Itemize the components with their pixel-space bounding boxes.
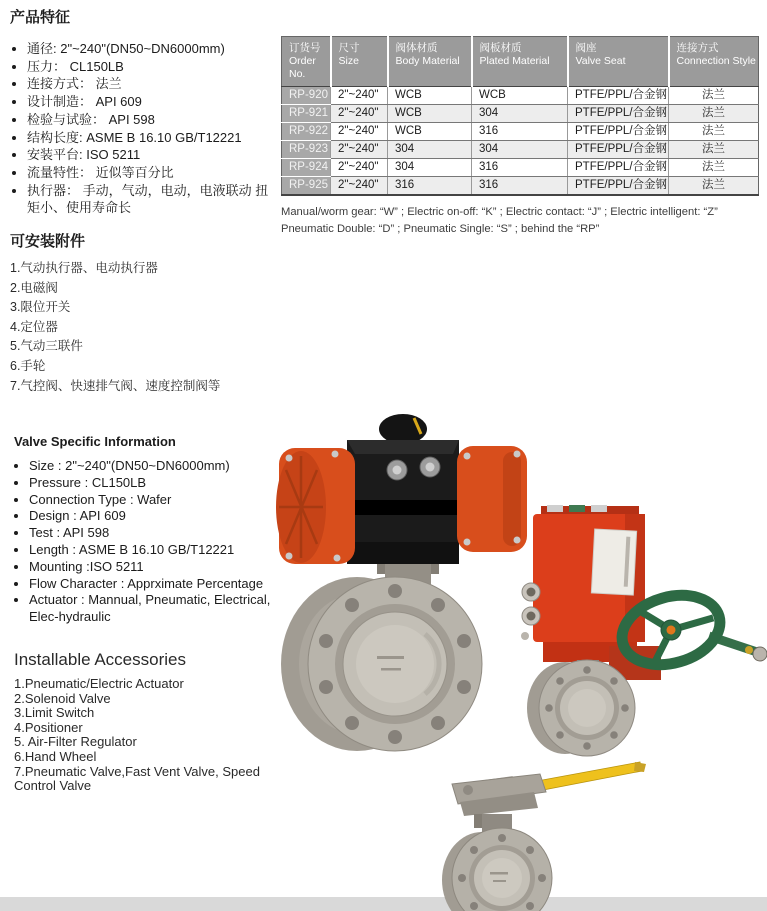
- cell-body-material: WCB: [388, 87, 472, 105]
- actuator-code-notes: [281, 205, 761, 237]
- product-features-section: [10, 6, 278, 217]
- accessory-item: 1.Pneumatic/Electric Actuator: [14, 676, 184, 691]
- feature-item: • 检验与试验： API 598: [27, 111, 278, 129]
- accessory-item: 4.Positioner: [14, 719, 83, 735]
- cell-valve-seat: PTFE/PPL/合金钢: [568, 177, 669, 196]
- valve-info-item: • Design : API 609: [29, 508, 282, 525]
- feature-item: • 连接方式： 法兰: [27, 75, 278, 93]
- valve-info-item: • Pressure : CL150LB: [29, 475, 282, 492]
- cell-size: 2"~240": [331, 159, 388, 177]
- cell-connection: 法兰: [669, 177, 759, 196]
- cell-connection: 法兰: [669, 141, 759, 159]
- col-header-connection-style: 连接方式 Connection Style: [669, 37, 759, 87]
- accessory-item: 7.Pneumatic Valve,Fast Vent Valve, Speed Control Valve: [14, 763, 260, 794]
- accessory-item: 5. Air-Filter Regulator: [14, 734, 137, 750]
- cell-order-no: RP-923: [282, 141, 331, 159]
- table-row: [282, 141, 759, 159]
- accessory-item: 3.限位开关: [10, 300, 71, 315]
- electric-valve-illustration: [513, 496, 767, 768]
- feature-item: • 设计制造： API 609: [27, 93, 278, 111]
- note-line: Pneumatic Double: “D” ; Pneumatic Single: “S” ; behind the “RP”: [281, 223, 600, 235]
- valve-info-item: • Length : ASME B 16.10 GB/T12221: [29, 542, 282, 559]
- accessory-item: 2.电磁阀: [10, 280, 58, 295]
- col-header-valve-seat: 阀座 Valve Seat: [568, 37, 669, 87]
- valve-info-item: • Connection Type : Wafer: [29, 492, 282, 509]
- order-table-section: [281, 36, 761, 239]
- cell-plated-material: 316: [472, 123, 568, 141]
- accessories-en-section: [14, 650, 284, 794]
- valve-info-item: • Actuator : Mannual, Pneumatic, Electrical, Elec-hydraulic: [29, 592, 282, 626]
- cell-body-material: 304: [388, 159, 472, 177]
- feature-item: • 流量特性： 近似等百分比: [27, 164, 278, 182]
- col-header-plated-material: 阀板材质 Plated Material: [472, 37, 568, 87]
- order-table: [281, 36, 759, 196]
- col-header-size: 尺寸 Size: [331, 37, 388, 87]
- cell-size: 2"~240": [331, 141, 388, 159]
- pneumatic-valve-illustration: [265, 412, 537, 752]
- cell-size: 2"~240": [331, 87, 388, 105]
- table-row: [282, 177, 759, 196]
- cell-valve-seat: PTFE/PPL/合金钢: [568, 105, 669, 123]
- cell-order-no: RP-920: [282, 87, 331, 105]
- feature-item: • 执行器： 手动，气动，电动，电液联动 扭矩小、使用寿命长: [27, 182, 278, 217]
- accessory-item: 1.气动执行器、电动执行器: [10, 261, 158, 275]
- product-features-title: 产品特征: [10, 9, 71, 26]
- table-row: [282, 87, 759, 105]
- accessory-item: 6.手轮: [10, 358, 46, 373]
- cell-body-material: WCB: [388, 105, 472, 123]
- accessory-item: 6.Hand Wheel: [14, 748, 97, 764]
- cell-valve-seat: PTFE/PPL/合金钢: [568, 87, 669, 105]
- table-header-row: [282, 37, 759, 87]
- cell-order-no: RP-921: [282, 105, 331, 123]
- valve-info-list: [14, 458, 282, 626]
- cell-plated-material: 304: [472, 141, 568, 159]
- electric-actuator: [521, 505, 661, 680]
- electric-butterfly-valve-photo: [513, 496, 767, 773]
- lever-butterfly-valve-photo: [430, 752, 670, 911]
- cell-order-no: RP-924: [282, 159, 331, 177]
- cell-connection: 法兰: [669, 87, 759, 105]
- valve-info-section: [14, 434, 282, 626]
- cell-body-material: 304: [388, 141, 472, 159]
- cell-connection: 法兰: [669, 159, 759, 177]
- accessories-zh-title: 可安装附件: [10, 233, 86, 250]
- cell-size: 2"~240": [331, 177, 388, 196]
- butterfly-valve-body: [527, 660, 635, 756]
- cell-order-no: RP-925: [282, 177, 331, 196]
- cell-valve-seat: PTFE/PPL/合金钢: [568, 159, 669, 177]
- cell-valve-seat: PTFE/PPL/合金钢: [568, 141, 669, 159]
- lever-valve-illustration: [430, 752, 670, 911]
- cell-plated-material: 316: [472, 159, 568, 177]
- feature-item: • 压力： CL150LB: [27, 58, 278, 76]
- cell-body-material: 316: [388, 177, 472, 196]
- accessory-item: 2.Solenoid Valve: [14, 690, 111, 706]
- valve-info-title: Valve Specific Information: [14, 434, 176, 449]
- cell-connection: 法兰: [669, 105, 759, 123]
- feature-item: • 通径: 2"~240"(DN50~DN6000mm): [27, 40, 278, 58]
- cell-valve-seat: PTFE/PPL/合金钢: [568, 123, 669, 141]
- accessory-item: 4.定位器: [10, 319, 58, 334]
- valve-info-item: • Test : API 598: [29, 525, 282, 542]
- feature-item: • 结构长度: ASME B 16.10 GB/T12221: [27, 129, 278, 147]
- cell-size: 2"~240": [331, 105, 388, 123]
- cell-order-no: RP-922: [282, 123, 331, 141]
- accessory-item: 3.Limit Switch: [14, 705, 95, 721]
- table-row: [282, 159, 759, 177]
- pneumatic-actuator: [276, 440, 527, 564]
- butterfly-valve-body: [442, 828, 552, 911]
- cell-size: 2"~240": [331, 123, 388, 141]
- butterfly-valve-body: [281, 577, 482, 751]
- accessories-zh-section: [10, 230, 282, 396]
- col-header-body-material: 阀体材质 Body Material: [388, 37, 472, 87]
- accessory-item: 7.气控阀、快速排气阀、速度控制阀等: [10, 378, 221, 393]
- feature-item: • 安装平台: ISO 5211: [27, 146, 278, 164]
- accessory-item: 5.气动三联件: [10, 339, 83, 354]
- note-line: Manual/worm gear: “W” ; Electric on-off: “K” ; Electric contact: “J” ; Electric intelligent: “Z”: [281, 206, 718, 218]
- accessories-en-title: Installable Accessories: [14, 650, 186, 669]
- col-header-order-no: 订货号 Order No.: [282, 37, 331, 87]
- product-features-list: [10, 40, 278, 217]
- table-row: [282, 105, 759, 123]
- valve-info-item: • Flow Character : Apprximate Percentage: [29, 576, 282, 593]
- cell-body-material: WCB: [388, 123, 472, 141]
- table-row: [282, 123, 759, 141]
- cell-plated-material: 316: [472, 177, 568, 196]
- valve-info-item: • Size : 2"~240"(DN50~DN6000mm): [29, 458, 282, 475]
- cell-plated-material: 304: [472, 105, 568, 123]
- cell-connection: 法兰: [669, 123, 759, 141]
- pneumatic-butterfly-valve-photo: [265, 412, 537, 757]
- valve-info-item: • Mounting :ISO 5211: [29, 559, 282, 576]
- cell-plated-material: WCB: [472, 87, 568, 105]
